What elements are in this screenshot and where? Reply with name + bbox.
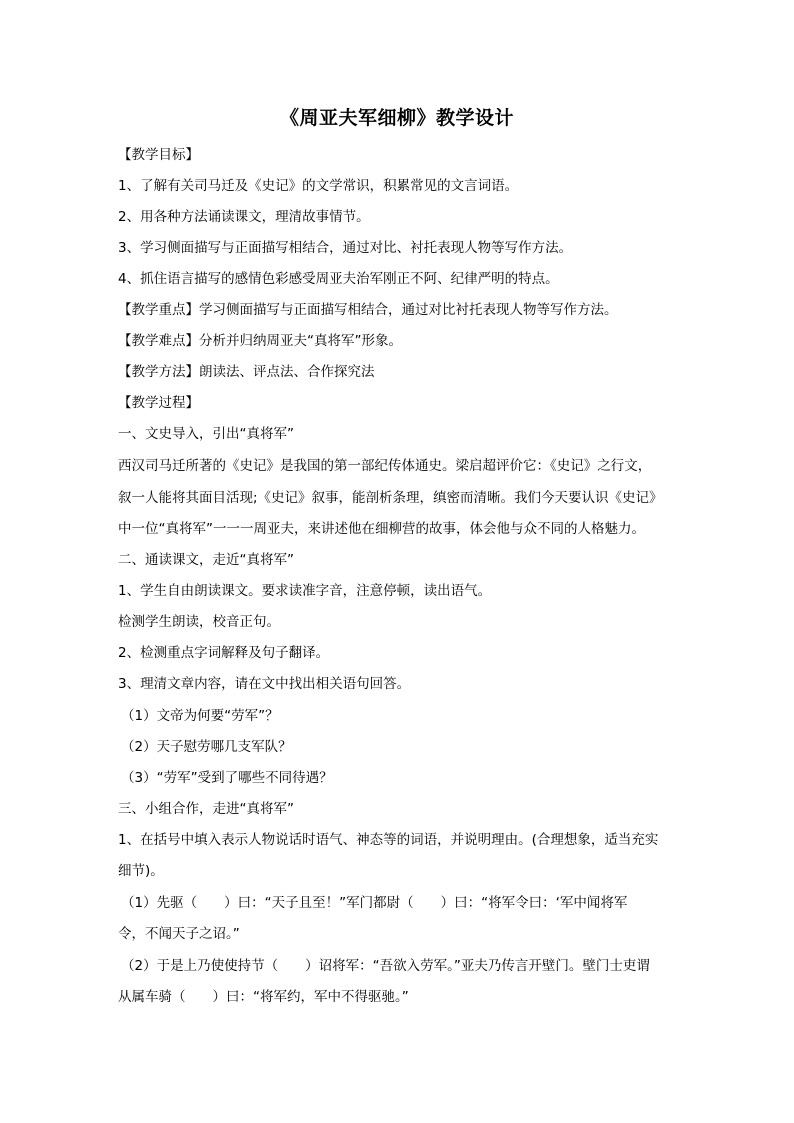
paragraph-line: 中一位“真将军”一一一周亚夫，来讲述他在细柳营的故事，体会他与众不同的人格魅力。 (118, 521, 645, 537)
step-2-heading: 二、通读课文，走近“真将军” (118, 552, 294, 568)
objective-4: 4、抓住语言描写的感情色彩感受周亚夫治军刚正不阿、纪律严明的特点。 (118, 271, 559, 287)
document-title: 《周亚夫军细柳》教学设计 (279, 107, 514, 129)
exercise-2: （2）于是上乃使使持节（ ）诏将军：“吾欲入劳军。”亚夫乃传言开壁门。壁门士吏谓 (121, 958, 650, 974)
step-1-heading: 一、文史导入，引出“真将军” (118, 426, 294, 442)
objective-3: 3、学习侧面描写与正面描写相结合，通过对比、衬托表现人物等写作方法。 (118, 240, 573, 256)
exercise-1: （1）先驱（ ）曰：“天子且至！”军门都尉（ ）曰：“将军令曰：‘军中闻将军 (121, 895, 628, 911)
question-3: （3）“劳军”受到了哪些不同待遇？ (121, 770, 333, 786)
step-2-item-1: 1、学生自由朗读课文。要求读准字音，注意停顿，读出语气。 (118, 583, 492, 599)
exercise-2-cont: 从属车骑（ ）曰：“将军约，军中不得驱驰。” (118, 989, 409, 1005)
paragraph-line: 西汉司马迁所著的《史记》是我国的第一部纪传体通史。梁启超评价它：《史记》之行文， (118, 458, 652, 474)
section-heading-objectives: 【教学目标】 (118, 147, 199, 163)
question-1: （1）文帝为何要“劳军”？ (121, 708, 279, 724)
key-points: 【教学重点】学习侧面描写与正面描写相结合，通过对比衬托表现人物等写作方法。 (118, 302, 618, 318)
step-3-item-1: 1、在括号中填入表示人物说话时语气、神态等的词语，并说明理由。(合理想象，适当充实 (118, 832, 659, 848)
step-2-item-2: 2、检测重点字词解释及句子翻译。 (118, 645, 330, 661)
paragraph-line: 叙一人能将其面目活现;《史记》叙事，能剖析条理，缜密而清晰。我们今天要认识《史记》 (118, 490, 663, 506)
exercise-1-cont: 令，不闻天子之诏。” (118, 926, 240, 942)
step-3-heading: 三、小组合作，走进“真将军” (118, 801, 294, 817)
question-2: （2）天子慰劳哪几支军队？ (121, 739, 292, 755)
step-2-note: 检测学生朗读，校音正句。 (118, 614, 280, 630)
step-3-item-1-cont: 细节)。 (118, 863, 164, 879)
difficult-points: 【教学难点】分析并归纳周亚夫“真将军”形象。 (118, 333, 402, 349)
step-2-item-3: 3、理清文章内容，请在文中找出相关语句回答。 (118, 676, 411, 692)
section-heading-process: 【教学过程】 (118, 395, 199, 411)
objective-1: 1、了解有关司马迁及《史记》的文学常识，积累常见的文言词语。 (118, 178, 519, 194)
teaching-methods: 【教学方法】朗读法、评点法、合作探究法 (118, 364, 375, 380)
objective-2: 2、用各种方法诵读课文，理清故事情节。 (118, 209, 370, 225)
